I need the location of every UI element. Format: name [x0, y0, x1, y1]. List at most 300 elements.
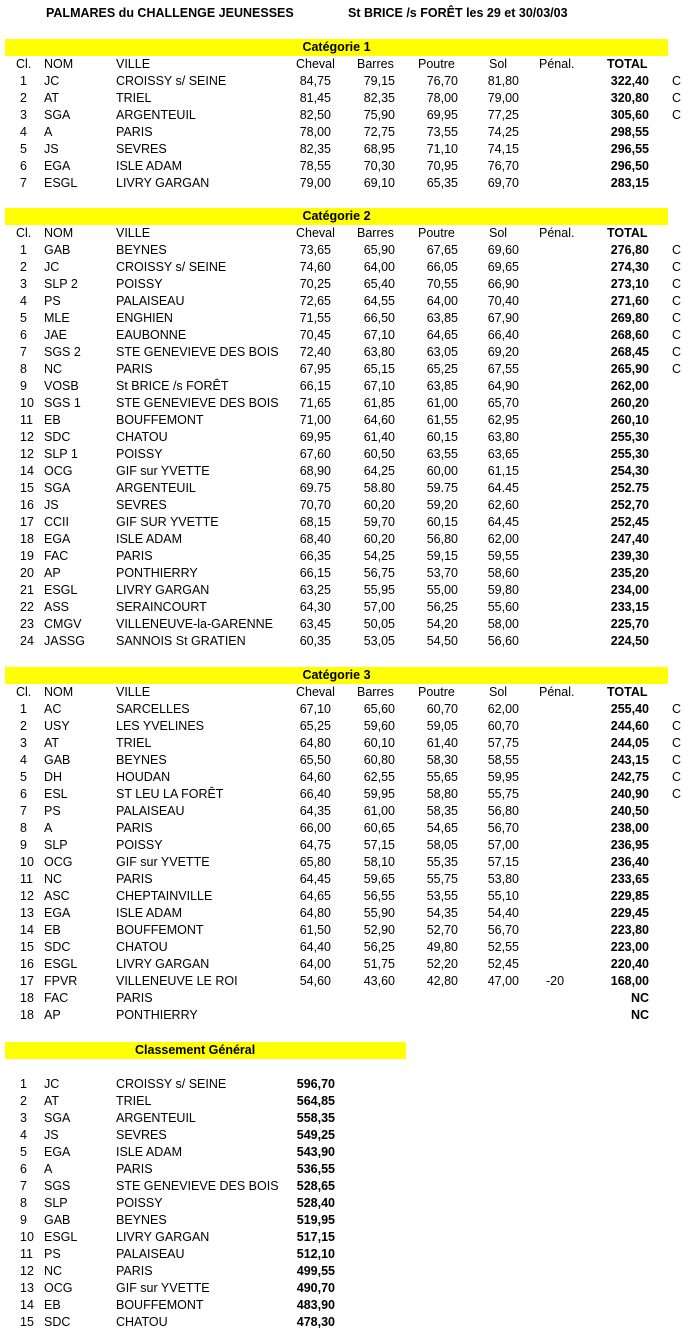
- table-row: [0, 820, 689, 837]
- cell-sol: 64.45: [487, 481, 519, 495]
- cell-nom: JASSG: [44, 634, 85, 648]
- cell-cl: 12: [20, 1264, 34, 1278]
- cell-ville: BOUFFEMONT: [116, 1298, 204, 1312]
- cell-sol: 57,15: [487, 855, 519, 869]
- cell-total: 233,65: [610, 872, 649, 886]
- cell-total: 296,55: [610, 142, 649, 156]
- cell-poutre: 49,80: [426, 940, 458, 954]
- cell-total: 244,05: [610, 736, 649, 750]
- cell-total: 528,65: [296, 1179, 335, 1193]
- cell-nom: GAB: [44, 243, 71, 257]
- cell-nom: ESL: [44, 787, 68, 801]
- cell-nom: SGA: [44, 481, 71, 495]
- cell-ville: TRIEL: [116, 1094, 152, 1108]
- cell-total: 236,95: [610, 838, 649, 852]
- cell-poutre: 64,65: [426, 328, 458, 342]
- cell-sol: 63,80: [487, 430, 519, 444]
- cell-sol: 59,55: [487, 549, 519, 563]
- cell-nom: SDC: [44, 430, 71, 444]
- cell-poutre: 71,10: [426, 142, 458, 156]
- cell-ville: LIVRY GARGAN: [116, 583, 210, 597]
- cell-cheval: 68,15: [299, 515, 331, 529]
- cell-nom: JS: [44, 1128, 59, 1142]
- table-row: [0, 73, 689, 90]
- cell-cheval: 64,75: [299, 838, 331, 852]
- cell-ville: TRIEL: [116, 91, 152, 105]
- event-subtitle: St BRICE /s FORÊT les 29 et 30/03/03: [348, 6, 568, 20]
- cell-total: 254,30: [610, 464, 649, 478]
- cell-ville: LES YVELINES: [116, 719, 205, 733]
- cell-ville: GIF sur YVETTE: [116, 1281, 210, 1295]
- cell-nom: MLE: [44, 311, 70, 325]
- cell-sol: 66,90: [487, 277, 519, 291]
- cell-barres: 67,10: [363, 328, 395, 342]
- table-row: [0, 1007, 689, 1024]
- cell-total: 273,10: [610, 277, 649, 291]
- table-row: [0, 310, 689, 327]
- cell-cheval: 68,90: [299, 464, 331, 478]
- cell-ville: GIF sur YVETTE: [116, 855, 210, 869]
- cell-nom: SLP 1: [44, 447, 78, 461]
- cell-cl: 2: [20, 91, 27, 105]
- cell-ville: SEVRES: [116, 498, 167, 512]
- cell-sol: 65,70: [487, 396, 519, 410]
- table-row: [0, 905, 689, 922]
- cell-cl: 8: [20, 1196, 27, 1210]
- column-header-penal: Pénal.: [539, 226, 575, 240]
- column-header-poutre: Poutre: [418, 685, 455, 699]
- cell-cl: 13: [20, 1281, 34, 1295]
- cell-ville: SARCELLES: [116, 702, 190, 716]
- cell-poutre: 64,00: [426, 294, 458, 308]
- cell-cl: 1: [20, 702, 27, 716]
- cell-cheval: 72,65: [299, 294, 331, 308]
- cell-sol: 69,60: [487, 243, 519, 257]
- cell-nom: FAC: [44, 991, 69, 1005]
- cell-ville: STE GENEVIEVE DES BOIS: [116, 1179, 279, 1193]
- cell-cl: 14: [20, 464, 34, 478]
- cell-barres: 62,55: [363, 770, 395, 784]
- cell-ville: PARIS: [116, 125, 153, 139]
- cell-total: 234,00: [610, 583, 649, 597]
- cell-sol: 53,80: [487, 872, 519, 886]
- cell-ville: STE GENEVIEVE DES BOIS: [116, 345, 279, 359]
- column-header-cheval: Cheval: [296, 685, 335, 699]
- cell-ville: ENGHIEN: [116, 311, 173, 325]
- cell-total: 260,10: [610, 413, 649, 427]
- cell-cl: 7: [20, 176, 27, 190]
- cell-nom: JAE: [44, 328, 67, 342]
- cell-ville: POISSY: [116, 447, 163, 461]
- cell-cl: 15: [20, 1315, 34, 1329]
- cell-total: 596,70: [296, 1077, 335, 1091]
- table-row: [0, 446, 689, 463]
- cell-ville: GIF SUR YVETTE: [116, 515, 219, 529]
- cell-barres: 65,40: [363, 277, 395, 291]
- column-header-nom: NOM: [44, 226, 74, 240]
- table-row: [0, 888, 689, 905]
- cell-barres: 75,90: [363, 108, 395, 122]
- cell-nom: OCG: [44, 1281, 73, 1295]
- cell-nom: EB: [44, 413, 61, 427]
- cell-nom: SDC: [44, 940, 71, 954]
- cell-poutre: 61,00: [426, 396, 458, 410]
- cell-sol: 74,25: [487, 125, 519, 139]
- cell-poutre: 56,80: [426, 532, 458, 546]
- cell-nom: ESGL: [44, 1230, 78, 1244]
- general-ranking-header: [5, 1042, 406, 1059]
- cell-cl: 17: [20, 515, 34, 529]
- cell-cheval: 70,70: [299, 498, 331, 512]
- cell-extra: C: [672, 328, 682, 342]
- cell-ville: GIF sur YVETTE: [116, 464, 210, 478]
- cell-nom: ESGL: [44, 957, 78, 971]
- cell-total: 223,80: [610, 923, 649, 937]
- cell-barres: 64,00: [363, 260, 395, 274]
- table-row: [0, 429, 689, 446]
- cell-cl: 4: [20, 125, 27, 139]
- cell-total: 239,30: [610, 549, 649, 563]
- cell-sol: 58,00: [487, 617, 519, 631]
- cell-ville: PARIS: [116, 549, 153, 563]
- cell-sol: 55,10: [487, 889, 519, 903]
- cell-extra: C: [672, 91, 682, 105]
- cell-cl: 24: [20, 634, 34, 648]
- cell-cl: 3: [20, 277, 27, 291]
- cell-sol: 61,15: [487, 464, 519, 478]
- cell-ville: CHATOU: [116, 430, 168, 444]
- cell-sol: 56,70: [487, 923, 519, 937]
- table-row: [0, 395, 689, 412]
- cell-barres: 60,10: [363, 736, 395, 750]
- cell-extra: C: [672, 260, 682, 274]
- cell-nom: EB: [44, 1298, 61, 1312]
- cell-cl: 15: [20, 481, 34, 495]
- cell-poutre: 70,55: [426, 277, 458, 291]
- cell-cl: 7: [20, 1179, 27, 1193]
- cell-cl: 5: [20, 770, 27, 784]
- cell-ville: CHATOU: [116, 940, 168, 954]
- cell-barres: 60,50: [363, 447, 395, 461]
- cell-cl: 13: [20, 906, 34, 920]
- table-row: [0, 276, 689, 293]
- cell-sol: 52,55: [487, 940, 519, 954]
- cell-barres: 68,95: [363, 142, 395, 156]
- cell-poutre: 60,00: [426, 464, 458, 478]
- cell-sol: 56,80: [487, 804, 519, 818]
- cell-nom: VOSB: [44, 379, 79, 393]
- cell-total: 499,55: [296, 1264, 335, 1278]
- category-header: Catégorie 3: [5, 667, 668, 684]
- cell-barres: 57,15: [363, 838, 395, 852]
- table-row: [0, 939, 689, 956]
- cell-ville: BEYNES: [116, 1213, 167, 1227]
- cell-total: NC: [630, 991, 649, 1005]
- cell-sol: 63,65: [487, 447, 519, 461]
- cell-ville: VILLENEUVE-la-GARENNE: [116, 617, 273, 631]
- cell-sol: 67,90: [487, 311, 519, 325]
- cell-sol: 64,45: [487, 515, 519, 529]
- cell-total: 220,40: [610, 957, 649, 971]
- cell-cl: 8: [20, 821, 27, 835]
- cell-sol: 59,80: [487, 583, 519, 597]
- cell-barres: 67,10: [363, 379, 395, 393]
- table-row: [0, 361, 689, 378]
- general-row: [0, 1076, 689, 1093]
- cell-nom: SGA: [44, 108, 71, 122]
- cell-nom: OCG: [44, 855, 73, 869]
- table-row: [0, 582, 689, 599]
- cell-nom: JS: [44, 142, 59, 156]
- cell-sol: 58,60: [487, 566, 519, 580]
- cell-total: 229,85: [610, 889, 649, 903]
- cell-poutre: 58,05: [426, 838, 458, 852]
- cell-nom: SLP 2: [44, 277, 78, 291]
- cell-cl: 10: [20, 855, 34, 869]
- cell-nom: CCII: [44, 515, 69, 529]
- general-row: [0, 1212, 689, 1229]
- column-header-row: [0, 56, 689, 73]
- cell-total: 543,90: [296, 1145, 335, 1159]
- cell-cheval: 64,65: [299, 889, 331, 903]
- cell-poutre: 54,65: [426, 821, 458, 835]
- cell-ville: VILLENEUVE LE ROI: [116, 974, 238, 988]
- cell-nom: CMGV: [44, 617, 82, 631]
- cell-poutre: 63,55: [426, 447, 458, 461]
- cell-barres: 60,80: [363, 753, 395, 767]
- general-row: [0, 1144, 689, 1161]
- cell-poutre: 52,20: [426, 957, 458, 971]
- table-row: [0, 158, 689, 175]
- table-row: [0, 548, 689, 565]
- cell-total: 247,40: [610, 532, 649, 546]
- cell-barres: 79,15: [363, 74, 395, 88]
- cell-penal: -20: [545, 974, 565, 988]
- cell-nom: AT: [44, 1094, 60, 1108]
- cell-ville: SEVRES: [116, 1128, 167, 1142]
- column-header-barres: Barres: [357, 226, 394, 240]
- cell-poutre: 78,00: [426, 91, 458, 105]
- cell-barres: 64,25: [363, 464, 395, 478]
- table-row: [0, 463, 689, 480]
- cell-nom: JC: [44, 74, 60, 88]
- cell-nom: SGS 2: [44, 345, 81, 359]
- cell-barres: 65,90: [363, 243, 395, 257]
- cell-ville: St BRICE /s FORÊT: [116, 379, 229, 393]
- cell-poutre: 55,00: [426, 583, 458, 597]
- general-ranking-title: Classement Général: [135, 1043, 256, 1057]
- cell-cl: 23: [20, 617, 34, 631]
- cell-cheval: 66,35: [299, 549, 331, 563]
- cell-cheval: 66,15: [299, 566, 331, 580]
- cell-cl: 2: [20, 719, 27, 733]
- cell-total: 276,80: [610, 243, 649, 257]
- cell-nom: SLP: [44, 838, 68, 852]
- cell-sol: 54,40: [487, 906, 519, 920]
- table-row: [0, 990, 689, 1007]
- cell-cl: 14: [20, 923, 34, 937]
- cell-total: 255,30: [610, 430, 649, 444]
- cell-cl: 10: [20, 396, 34, 410]
- cell-poutre: 61,40: [426, 736, 458, 750]
- cell-extra: C: [672, 719, 682, 733]
- general-row: [0, 1195, 689, 1212]
- cell-extra: C: [672, 108, 682, 122]
- table-row: [0, 497, 689, 514]
- cell-total: 298,55: [610, 125, 649, 139]
- cell-total: 478,30: [296, 1315, 335, 1329]
- cell-extra: C: [672, 702, 682, 716]
- cell-nom: GAB: [44, 1213, 71, 1227]
- cell-barres: 50,05: [363, 617, 395, 631]
- cell-cl: 3: [20, 736, 27, 750]
- column-header-cl: Cl.: [16, 57, 32, 71]
- cell-nom: NC: [44, 362, 63, 376]
- cell-cl: 1: [20, 243, 27, 257]
- cell-barres: 56,55: [363, 889, 395, 903]
- cell-barres: 43,60: [363, 974, 395, 988]
- cell-sol: 81,80: [487, 74, 519, 88]
- cell-sol: 47,00: [487, 974, 519, 988]
- cell-cl: 5: [20, 142, 27, 156]
- cell-cl: 21: [20, 583, 34, 597]
- cell-cheval: 66,40: [299, 787, 331, 801]
- cell-nom: GAB: [44, 753, 71, 767]
- cell-nom: A: [44, 821, 53, 835]
- cell-poutre: 65,25: [426, 362, 458, 376]
- table-row: [0, 718, 689, 735]
- cell-barres: 61,00: [363, 804, 395, 818]
- table-row: [0, 786, 689, 803]
- cell-total: 255,30: [610, 447, 649, 461]
- cell-ville: ISLE ADAM: [116, 906, 182, 920]
- cell-total: 235,20: [610, 566, 649, 580]
- cell-nom: SGS 1: [44, 396, 81, 410]
- table-row: [0, 973, 689, 990]
- column-header-total: TOTAL: [607, 226, 648, 240]
- category-header: Catégorie 1: [5, 39, 668, 56]
- cell-sol: 62,95: [487, 413, 519, 427]
- cell-poutre: 66,05: [426, 260, 458, 274]
- cell-cl: 9: [20, 379, 27, 393]
- table-row: [0, 124, 689, 141]
- cell-ville: LIVRY GARGAN: [116, 176, 210, 190]
- cell-nom: ESGL: [44, 583, 78, 597]
- cell-ville: ISLE ADAM: [116, 532, 182, 546]
- cell-barres: 56,75: [363, 566, 395, 580]
- table-row: [0, 956, 689, 973]
- cell-ville: CHATOU: [116, 1315, 168, 1329]
- cell-barres: 52,90: [363, 923, 395, 937]
- cell-ville: ARGENTEUIL: [116, 481, 196, 495]
- cell-total: 260,20: [610, 396, 649, 410]
- table-row: [0, 259, 689, 276]
- cell-ville: SANNOIS St GRATIEN: [116, 634, 246, 648]
- cell-cl: 2: [20, 1094, 27, 1108]
- cell-ville: BEYNES: [116, 753, 167, 767]
- table-row: [0, 735, 689, 752]
- cell-cl: 5: [20, 1145, 27, 1159]
- cell-barres: 59,70: [363, 515, 395, 529]
- column-header-total: TOTAL: [607, 57, 648, 71]
- cell-ville: CHEPTAINVILLE: [116, 889, 213, 903]
- cell-total: 322,40: [610, 74, 649, 88]
- cell-sol: 56,70: [487, 821, 519, 835]
- cell-total: 244,60: [610, 719, 649, 733]
- column-header-ville: VILLE: [116, 685, 151, 699]
- cell-extra: C: [672, 311, 682, 325]
- cell-nom: NC: [44, 1264, 63, 1278]
- table-row: [0, 752, 689, 769]
- cell-poutre: 61,55: [426, 413, 458, 427]
- page-title: [46, 6, 568, 20]
- cell-poutre: 60,15: [426, 430, 458, 444]
- cell-cheval: 66,00: [299, 821, 331, 835]
- cell-poutre: 70,95: [426, 159, 458, 173]
- cell-sol: 62,00: [487, 532, 519, 546]
- cell-nom: EGA: [44, 906, 71, 920]
- cell-barres: 60,20: [363, 532, 395, 546]
- cell-extra: C: [672, 362, 682, 376]
- cell-ville: PONTHIERRY: [116, 566, 198, 580]
- cell-poutre: 54,50: [426, 634, 458, 648]
- column-header-total: TOTAL: [607, 685, 648, 699]
- cell-cheval: 74,60: [299, 260, 331, 274]
- table-row: [0, 480, 689, 497]
- cell-total: 233,15: [610, 600, 649, 614]
- cell-nom: FPVR: [44, 974, 78, 988]
- cell-total: 255,40: [610, 702, 649, 716]
- cell-barres: 63,80: [363, 345, 395, 359]
- cell-cheval: 65,25: [299, 719, 331, 733]
- cell-nom: EGA: [44, 159, 71, 173]
- cell-ville: PARIS: [116, 821, 153, 835]
- cell-ville: STE GENEVIEVE DES BOIS: [116, 396, 279, 410]
- cell-total: 320,80: [610, 91, 649, 105]
- cell-sol: 67,55: [487, 362, 519, 376]
- cell-ville: PALAISEAU: [116, 804, 185, 818]
- cell-barres: 57,00: [363, 600, 395, 614]
- cell-barres: 59,65: [363, 872, 395, 886]
- cell-total: 240,50: [610, 804, 649, 818]
- cell-poutre: 59.75: [426, 481, 458, 495]
- cell-ville: LIVRY GARGAN: [116, 957, 210, 971]
- column-header-barres: Barres: [357, 685, 394, 699]
- cell-nom: SLP: [44, 1196, 68, 1210]
- general-row: [0, 1110, 689, 1127]
- cell-nom: JS: [44, 498, 59, 512]
- cell-cl: 18: [20, 1008, 34, 1022]
- cell-poutre: 55,35: [426, 855, 458, 869]
- cell-ville: ISLE ADAM: [116, 1145, 182, 1159]
- cell-total: 229,45: [610, 906, 649, 920]
- cell-cl: 6: [20, 159, 27, 173]
- cell-total: 265,90: [610, 362, 649, 376]
- cell-barres: 69,10: [363, 176, 395, 190]
- cell-cl: 2: [20, 260, 27, 274]
- table-row: [0, 344, 689, 361]
- cell-nom: EGA: [44, 1145, 71, 1159]
- column-header-penal: Pénal.: [539, 57, 575, 71]
- cell-total: NC: [630, 1008, 649, 1022]
- table-row: [0, 107, 689, 124]
- cell-cl: 18: [20, 532, 34, 546]
- cell-cheval: 60,35: [299, 634, 331, 648]
- cell-total: 269,80: [610, 311, 649, 325]
- cell-extra: C: [672, 770, 682, 784]
- cell-ville: SEVRES: [116, 142, 167, 156]
- cell-nom: ASS: [44, 600, 70, 614]
